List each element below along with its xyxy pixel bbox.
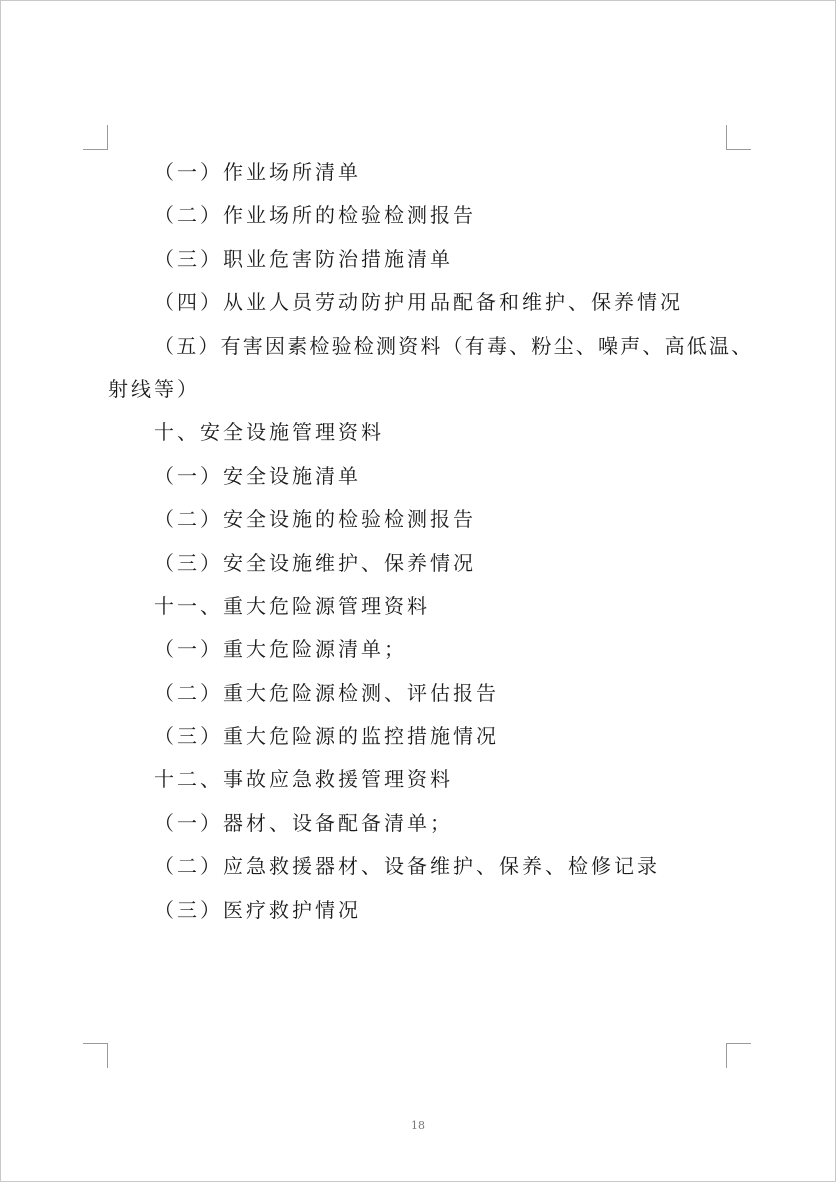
- crop-mark-top-right: [726, 125, 751, 150]
- document-body: [108, 151, 754, 932]
- text-line: （二）重大危险源检测、评估报告: [154, 680, 499, 705]
- section-heading: 十一、重大危险源管理资料: [154, 593, 430, 618]
- text-line: （一）重大危险源清单；: [154, 637, 407, 662]
- text-line: （二）应急救援器材、设备维护、保养、检修记录: [154, 854, 660, 879]
- text-line: （一）安全设施清单: [154, 463, 361, 488]
- section-heading: 十、安全设施管理资料: [154, 420, 384, 445]
- text-line: （四）从业人员劳动防护用品配备和维护、保养情况: [154, 290, 683, 315]
- text-line: （三）医疗救护情况: [154, 897, 361, 922]
- text-line: （五）有害因素检验检测资料（有毒、粉尘、噪声、高低温、: [154, 333, 754, 358]
- section-heading: 十二、事故应急救援管理资料: [154, 767, 453, 792]
- text-line: 射线等）: [108, 376, 200, 401]
- page-number: 18: [411, 1119, 425, 1132]
- text-line: （三）职业危害防治措施清单: [154, 246, 453, 271]
- text-line: （三）安全设施维护、保养情况: [154, 550, 476, 575]
- text-line: （一）器材、设备配备清单；: [154, 810, 453, 835]
- crop-mark-top-left: [83, 125, 108, 150]
- crop-mark-bottom-left: [83, 1043, 108, 1068]
- text-line: （一）作业场所清单: [154, 160, 361, 184]
- text-line: （三）重大危险源的监控措施情况: [154, 724, 499, 749]
- crop-mark-bottom-right: [726, 1043, 751, 1068]
- text-line: （二）作业场所的检验检测报告: [154, 203, 476, 228]
- text-line: （二）安全设施的检验检测报告: [154, 507, 476, 532]
